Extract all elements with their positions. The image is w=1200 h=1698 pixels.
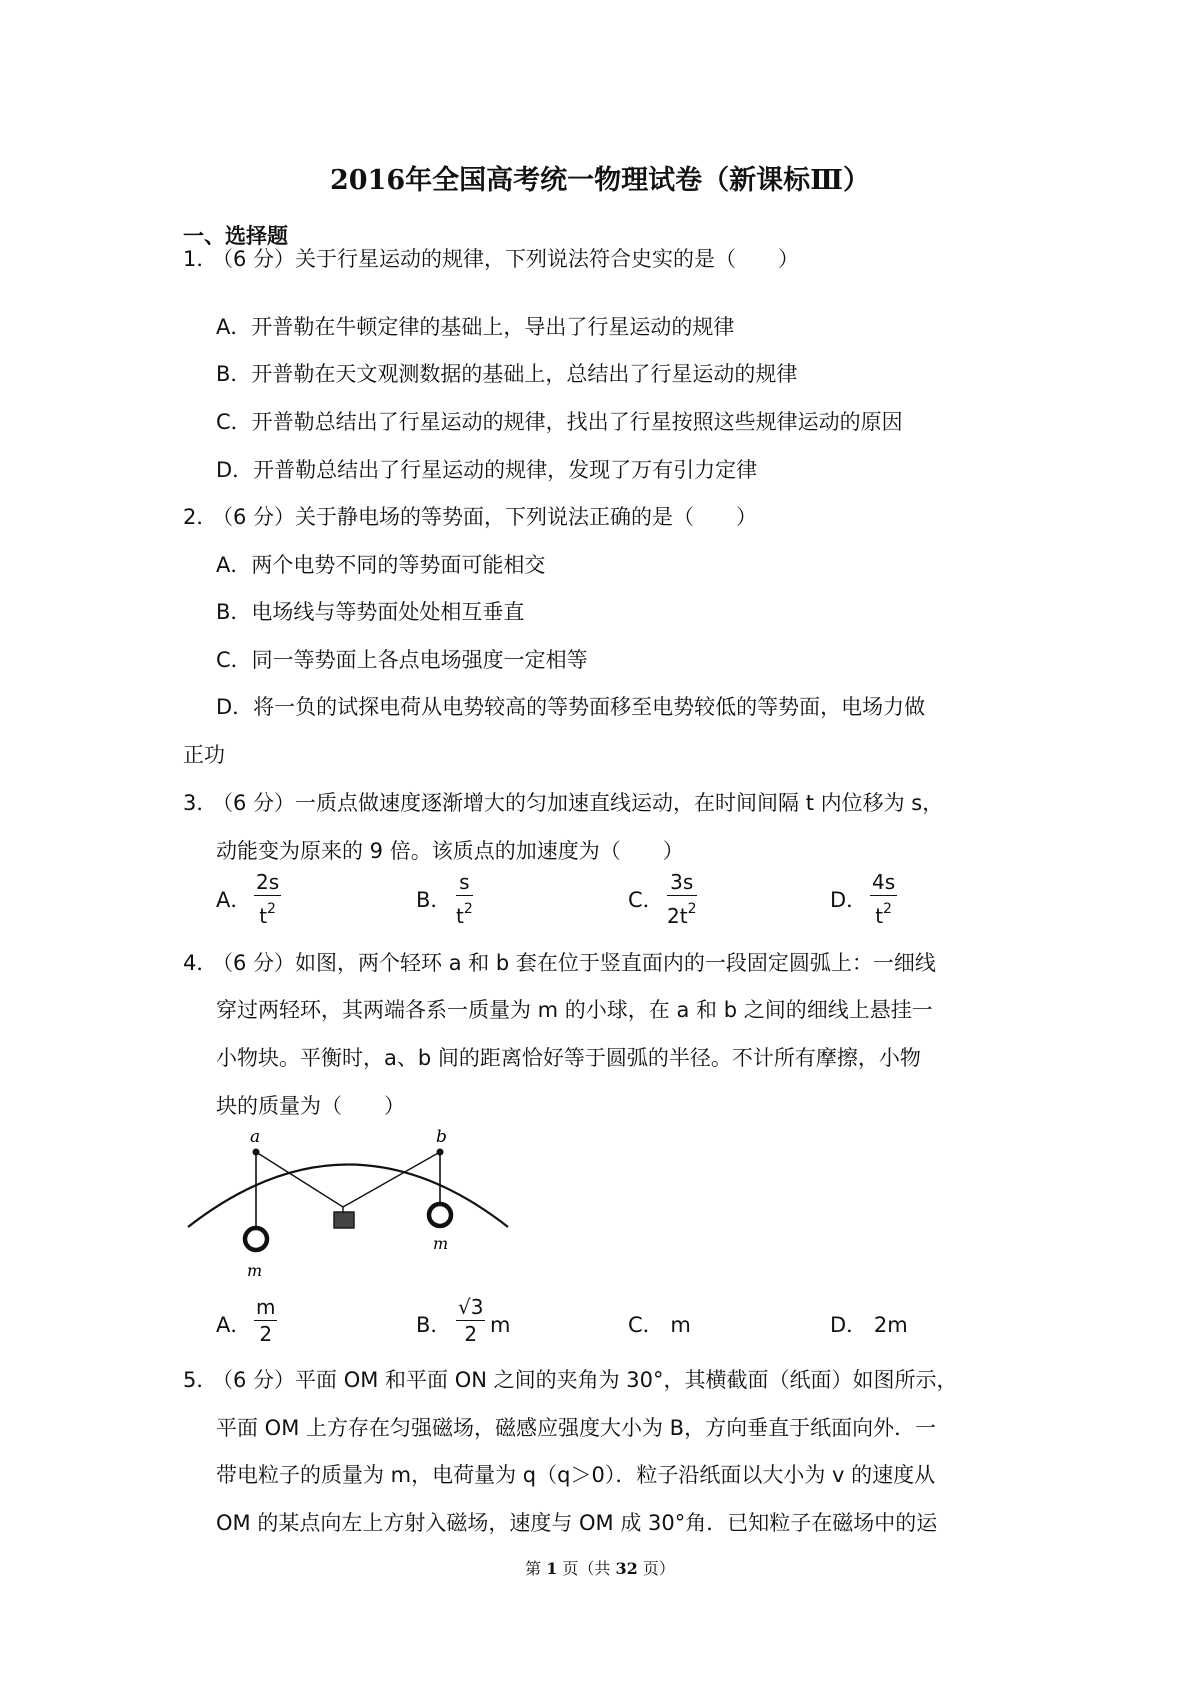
label-b: b bbox=[436, 1127, 447, 1147]
question-1-option-d: D．开普勒总结出了行星运动的规律，发现了万有引力定律 bbox=[216, 458, 758, 482]
question-3-option-b-label: B． bbox=[416, 888, 452, 912]
question-2-option-b: B．电场线与等势面处处相互垂直 bbox=[216, 600, 525, 624]
fraction-denominator: $2t^2$ bbox=[667, 901, 697, 928]
question-2-option-d: D．将一负的试探电荷从电势较高的等势面移至电势较低的等势面，电场力做 bbox=[216, 695, 926, 719]
question-1-option-a: A．开普勒在牛顿定律的基础上，导出了行星运动的规律 bbox=[216, 315, 735, 339]
fraction-denominator: $t^2$ bbox=[456, 901, 473, 928]
question-4-option-d: D． 2m bbox=[830, 1313, 908, 1337]
question-3-option-d-label: D． bbox=[830, 888, 868, 912]
ball-right bbox=[429, 1204, 451, 1226]
section-heading: 一、选择题 bbox=[183, 223, 288, 248]
fraction-numerator: √3 bbox=[458, 1295, 484, 1319]
question-5-stem-line-1: （6 分）平面 OM 和平面 ON 之间的夹角为 30°，其横截面（纸面）如图所示， bbox=[212, 1368, 958, 1392]
question-3-option-c-fraction bbox=[667, 870, 697, 928]
question-5-number: 5． bbox=[183, 1368, 218, 1392]
question-4-option-b-label: B． bbox=[416, 1313, 452, 1337]
question-5-stem-line-2: 平面 OM 上方存在匀强磁场，磁感应强度大小为 B，方向垂直于纸面向外．一 bbox=[216, 1416, 937, 1440]
fraction-bar bbox=[870, 895, 897, 896]
label-m-left: m bbox=[247, 1261, 263, 1280]
question-2-stem: （6 分）关于静电场的等势面，下列说法正确的是（ ） bbox=[212, 505, 758, 529]
question-2-option-d-continued: 正功 bbox=[183, 743, 225, 767]
fraction-denominator: 2 bbox=[259, 1322, 273, 1346]
page-footer: 第 1 页（共 32 页） bbox=[525, 1559, 675, 1578]
question-1-stem: （6 分）关于行星运动的规律，下列说法符合史实的是（ ） bbox=[212, 247, 800, 271]
fraction-denominator: $t^2$ bbox=[259, 901, 276, 928]
fraction-numerator: 4s bbox=[872, 870, 896, 894]
ball-left bbox=[245, 1228, 267, 1250]
question-3-option-c-label: C． bbox=[628, 888, 664, 912]
question-5-stem-line-4: OM 的某点向左上方射入磁场，速度与 OM 成 30°角．已知粒子在磁场中的运 bbox=[216, 1511, 938, 1535]
question-4-option-a-fraction bbox=[254, 1295, 277, 1346]
question-3-number: 3． bbox=[183, 791, 218, 815]
current-page-number: 1 bbox=[546, 1559, 558, 1578]
question-5-stem-line-3: 带电粒子的质量为 m，电荷量为 q（q＞0）．粒子沿纸面以大小为 v 的速度从 bbox=[216, 1463, 936, 1487]
question-1-number: 1． bbox=[183, 247, 218, 271]
fraction-denominator: $t^2$ bbox=[875, 901, 892, 928]
question-3-stem-line-2: 动能变为原来的 9 倍。该质点的加速度为（ ） bbox=[216, 839, 684, 863]
label-m-right: m bbox=[433, 1234, 449, 1253]
question-4-number: 4． bbox=[183, 951, 218, 975]
fraction-numerator: m bbox=[256, 1295, 276, 1319]
question-3-option-a-label: A． bbox=[216, 888, 252, 912]
total-pages: 32 bbox=[615, 1559, 638, 1578]
fraction-bar bbox=[667, 895, 697, 896]
arc-rings-figure bbox=[183, 1122, 513, 1282]
question-4-stem-line-1: （6 分）如图，两个轻环 a 和 b 套在位于竖直面内的一段固定圆弧上：一细线 bbox=[212, 951, 936, 975]
question-1-option-c: C．开普勒总结出了行星运动的规律，找出了行星按照这些规律运动的原因 bbox=[216, 410, 903, 434]
question-3-stem-line-1: （6 分）一质点做速度逐渐增大的匀加速直线运动，在时间间隔 t 内位移为 s， bbox=[212, 791, 944, 815]
fraction-denominator: 2 bbox=[464, 1322, 478, 1346]
question-2-number: 2． bbox=[183, 505, 218, 529]
question-4-option-b-fraction bbox=[456, 1295, 485, 1346]
question-1-option-b: B．开普勒在天文观测数据的基础上，总结出了行星运动的规律 bbox=[216, 362, 798, 386]
question-3-option-a-fraction bbox=[254, 870, 281, 928]
question-3-option-d-fraction bbox=[870, 870, 897, 928]
fraction-numerator: 2s bbox=[256, 870, 280, 894]
question-4-stem-line-2: 穿过两轻环，其两端各系一质量为 m 的小球，在 a 和 b 之间的细线上悬挂一 bbox=[216, 998, 933, 1022]
question-4-option-a-label: A． bbox=[216, 1313, 252, 1337]
fraction-numerator: 3s bbox=[670, 870, 694, 894]
label-a: a bbox=[250, 1127, 261, 1147]
question-4-option-b-unit: m bbox=[490, 1313, 511, 1337]
fraction-bar bbox=[254, 895, 281, 896]
question-3-option-b-fraction bbox=[456, 870, 473, 928]
question-4-option-c: C． m bbox=[628, 1313, 691, 1337]
page-title: 2016年全国高考统一物理试卷（新课标Ⅲ） bbox=[329, 165, 871, 196]
question-4-stem-line-3: 小物块。平衡时，a、b 间的距离恰好等于圆弧的半径。不计所有摩擦，小物 bbox=[216, 1046, 921, 1070]
question-2-option-c: C．同一等势面上各点电场强度一定相等 bbox=[216, 648, 588, 672]
question-2-option-a: A．两个电势不同的等势面可能相交 bbox=[216, 553, 546, 577]
fraction-bar bbox=[456, 895, 473, 896]
small-block bbox=[334, 1212, 354, 1228]
fraction-numerator: s bbox=[459, 870, 470, 894]
question-4-stem-line-4: 块的质量为（ ） bbox=[216, 1094, 405, 1118]
fraction-bar bbox=[456, 1320, 485, 1321]
fraction-bar bbox=[254, 1320, 277, 1321]
